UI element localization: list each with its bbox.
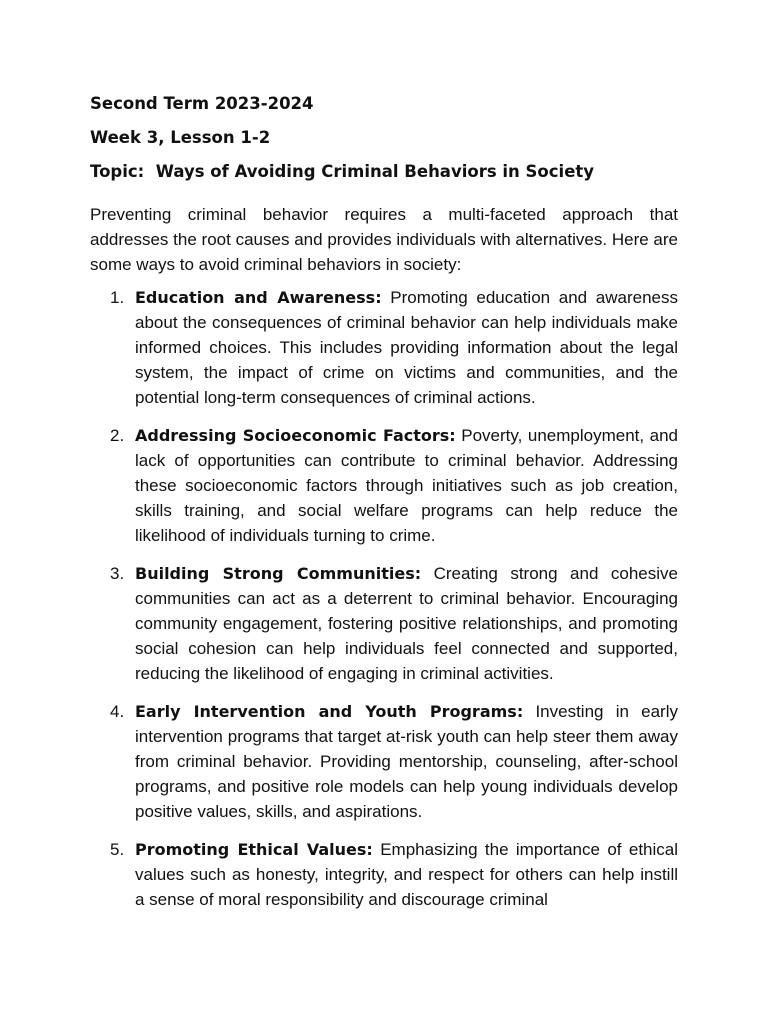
- list-item-number: 1.: [110, 288, 125, 307]
- list-item-text: Emphasizing the importance of ethical values such as honesty, integrity, and respect for others can help instill a sense of moral responsibility and discourage criminal: [135, 840, 679, 909]
- list-item-term: Early Intervention and Youth Programs:: [135, 702, 524, 721]
- list-item-number: 4.: [110, 702, 125, 721]
- list-item: [90, 423, 678, 548]
- list-item-term: Building Strong Communities:: [135, 564, 422, 583]
- intro-paragraph: Preventing criminal behavior requires a multi-faceted approach that addresses the root causes and provides individuals with alternatives. Here are some ways to avoid criminal behaviors in society:: [90, 205, 678, 274]
- topic-heading: [90, 160, 678, 184]
- list-item-number: 2.: [110, 426, 125, 445]
- list-item-text: Investing in early intervention programs that target at-risk youth can help steer them away from criminal behavior. Providing mentorship, counseling, after-school programs, and positive role models can help young individuals develop positive values, skills, and aspirations.: [135, 702, 678, 821]
- topic-title: Ways of Avoiding Criminal Behaviors in Society: [155, 162, 595, 181]
- week-heading: Week 3, Lesson 1-2: [90, 128, 271, 147]
- list-item: [90, 837, 678, 912]
- list-item: [90, 561, 678, 686]
- list-item-text: Creating strong and cohesive communities can act as a deterrent to criminal behavior. Encouraging community engagement, fostering positive relationships, and promoting social cohesion can help individuals feel connected and supported, reducing the likelihood of engaging in criminal activities.: [135, 564, 678, 683]
- list-item-term: Promoting Ethical Values:: [135, 840, 373, 859]
- list-item-number: 3.: [110, 564, 125, 583]
- term-heading: Second Term 2023-2024: [90, 94, 314, 113]
- topic-label: Topic:: [90, 162, 145, 181]
- list-item-number: 5.: [110, 840, 125, 859]
- list-item: [90, 699, 678, 824]
- list-item-text: Promoting education and awareness about the consequences of criminal behavior can help individuals make informed choices. This includes providing information about the legal system, the impact of crime on victims and communities, and the potential long-term consequences of criminal actions.: [135, 288, 678, 407]
- list-item-text: Poverty, unemployment, and lack of opportunities can contribute to criminal behavior. Addressing these socioeconomic factors through initiatives such as job creation, skills training, and social welfare programs can help reduce the likelihood of individuals turning to crime.: [135, 426, 678, 545]
- list-item-term: Education and Awareness:: [135, 288, 382, 307]
- points-list: [90, 285, 678, 912]
- document-page: [90, 92, 678, 925]
- list-item: [90, 285, 678, 410]
- list-item-term: Addressing Socioeconomic Factors:: [135, 426, 456, 445]
